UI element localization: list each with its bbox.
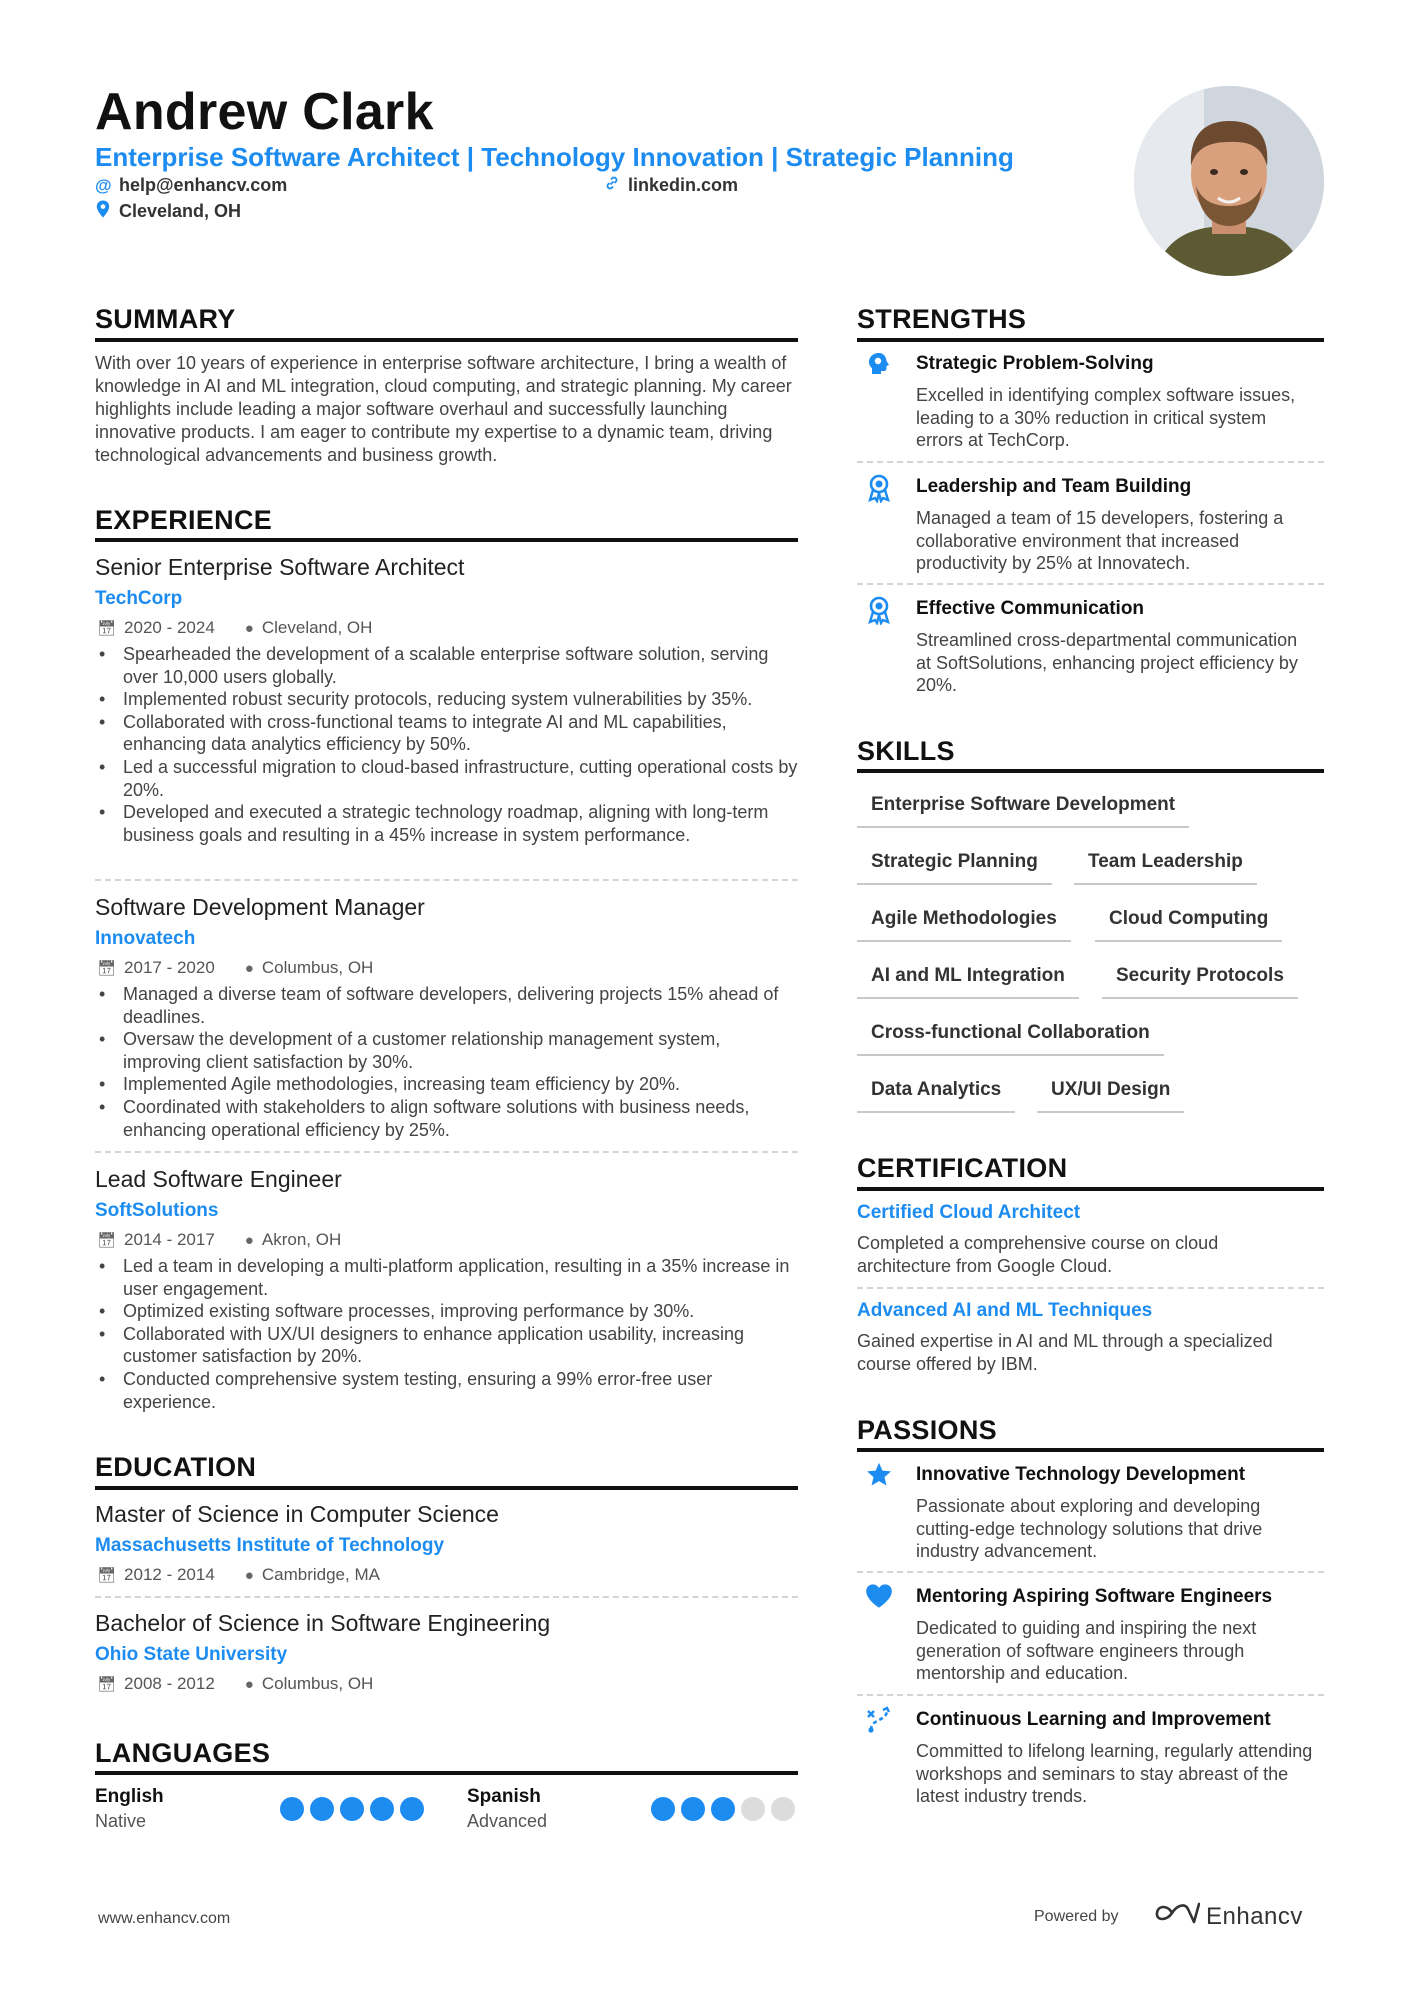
degree-title: Bachelor of Science in Software Engineering [95, 1610, 551, 1636]
job-title: Senior Enterprise Software Architect [95, 554, 465, 580]
education-dates: 2008 - 2012 [124, 1674, 215, 1693]
powered-by-label: Powered by [1034, 1908, 1119, 1925]
job-meta [97, 618, 372, 638]
language-name: English [95, 1786, 164, 1807]
summary-heading: SUMMARY [95, 304, 236, 334]
job-company: TechCorp [95, 588, 183, 609]
skill-tag: Team Leadership [1074, 851, 1257, 885]
language-rating [651, 1797, 795, 1821]
list-item: • Spearheaded the development of a scalable enterprise software solution, serving over 10,000 users globally. [95, 643, 800, 688]
job-location: Columbus, OH [261, 958, 374, 977]
job-meta [97, 958, 373, 978]
skill-tag: UX/UI Design [1037, 1079, 1184, 1113]
list-item: • Collaborated with cross-functional teams to integrate AI and ML capabilities, enhancing data analytics efficiency by 50%. [95, 711, 800, 756]
at-icon: @ [95, 175, 112, 195]
job-title: Software Development Manager [95, 894, 425, 920]
skill-tag: Agile Methodologies [857, 908, 1071, 942]
rating-dot-filled [681, 1797, 705, 1821]
list-item: • Implemented robust security protocols, reducing system vulnerabilities by 35%. [95, 688, 800, 711]
language-level: Advanced [467, 1811, 548, 1831]
passion-title: Innovative Technology Development [916, 1464, 1246, 1485]
link-icon [604, 175, 620, 196]
candidate-name: Andrew Clark [95, 83, 434, 141]
brand-logo[interactable] [1152, 1900, 1303, 1933]
education-location: Columbus, OH [261, 1674, 374, 1693]
list-item: • Led a team in developing a multi-platform application, resulting in a 35% increase in user engagement. [95, 1255, 800, 1300]
divider [857, 1571, 1324, 1573]
degree-title: Master of Science in Computer Science [95, 1501, 499, 1527]
education-dates: 2012 - 2014 [124, 1565, 215, 1584]
list-item: • Conducted comprehensive system testing, ensuring a 99% error-free user experience. [95, 1368, 800, 1413]
strength-desc: Managed a team of 15 developers, fostering a collaborative environment that increased productivity by 25% at Innovatech. [916, 508, 1284, 574]
divider [95, 879, 798, 881]
list-item: • Led a successful migration to cloud-based infrastructure, cutting operational costs by 20%. [95, 756, 800, 801]
rating-dot-filled [711, 1797, 735, 1821]
list-item: • Collaborated with UX/UI designers to enhance application usability, increasing customer satisfaction by 20%. [95, 1323, 800, 1368]
experience-rule [95, 538, 798, 542]
job-meta [97, 1230, 341, 1250]
job-company: SoftSolutions [95, 1200, 219, 1221]
job-dates: 2017 - 2020 [124, 958, 215, 977]
calendar-icon: 📅︎ [97, 960, 117, 977]
education-rule [95, 1486, 798, 1490]
contact-email[interactable] [95, 175, 287, 196]
cert-title: Certified Cloud Architect [857, 1202, 1081, 1223]
rating-dot-filled [651, 1797, 675, 1821]
strength-desc: Excelled in identifying complex software issues, leading to a 30% reduction in critical system errors at TechCorp. [916, 385, 1296, 451]
job-company: Innovatech [95, 928, 196, 949]
rating-dot-empty [741, 1797, 765, 1821]
job-dates: 2020 - 2024 [124, 618, 215, 637]
summary-rule [95, 338, 798, 342]
email-text: help@enhancv.com [119, 175, 288, 195]
divider [857, 583, 1324, 585]
job-bullets [95, 983, 800, 1141]
calendar-icon: 📅︎ [97, 1567, 117, 1584]
linkedin-text: linkedin.com [628, 175, 739, 195]
rating-dot-filled [280, 1797, 304, 1821]
job-bullets [95, 643, 800, 846]
map-pin-icon: ● [244, 1675, 254, 1693]
cert-title: Advanced AI and ML Techniques [857, 1300, 1153, 1321]
brand-name: Enhancv [1206, 1902, 1303, 1930]
contact-location [95, 200, 241, 223]
brain-icon [864, 350, 894, 380]
contact-linkedin[interactable] [604, 175, 738, 196]
award-icon [864, 473, 894, 503]
summary-text: With over 10 years of experience in enterprise software architecture, I bring a wealth of knowledge in AI and ML integration, cloud computing, and strategic planning. My career highlights include leading a major software overhaul and successfully launching innovative products. I am eager to contribute my expertise to a dynamic team, driving technological advancements and business growth. [95, 353, 792, 465]
list-item: • Oversaw the development of a customer relationship management system, improving client satisfaction by 30%. [95, 1028, 800, 1073]
calendar-icon: 📅︎ [97, 1676, 117, 1693]
star-icon [864, 1461, 894, 1491]
award-icon [864, 595, 894, 625]
job-title: Lead Software Engineer [95, 1166, 342, 1192]
language-name: Spanish [467, 1786, 541, 1807]
skill-tag: Security Protocols [1102, 965, 1298, 999]
skill-tag: Strategic Planning [857, 851, 1052, 885]
passion-desc: Passionate about exploring and developing cutting-edge technology solutions that drive industry advancement. [916, 1496, 1263, 1562]
passions-rule [857, 1448, 1324, 1452]
job-location: Akron, OH [261, 1230, 342, 1249]
school-name: Massachusetts Institute of Technology [95, 1535, 445, 1556]
passions-heading: PASSIONS [857, 1415, 997, 1445]
map-pin-icon [95, 200, 111, 223]
languages-heading: LANGUAGES [95, 1738, 271, 1768]
language-level: Native [95, 1811, 147, 1831]
passion-desc: Dedicated to guiding and inspiring the next generation of software engineers through mentorship and education. [916, 1618, 1257, 1684]
headline: Enterprise Software Architect | Technology Innovation | Strategic Planning [95, 142, 1014, 172]
rating-dot-filled [370, 1797, 394, 1821]
passion-title: Continuous Learning and Improvement [916, 1709, 1271, 1730]
job-location: Cleveland, OH [261, 618, 373, 637]
cert-desc: Gained expertise in AI and ML through a specialized course offered by IBM. [857, 1331, 1273, 1374]
divider [95, 1151, 798, 1153]
education-location: Cambridge, MA [261, 1565, 380, 1584]
education-meta [97, 1565, 380, 1585]
certification-rule [857, 1187, 1324, 1191]
languages-rule [95, 1771, 798, 1775]
strength-desc: Streamlined cross-departmental communication at SoftSolutions, enhancing project efficiency by 20%. [916, 630, 1298, 696]
divider [95, 1596, 798, 1598]
skill-tag: Data Analytics [857, 1079, 1015, 1113]
passion-title: Mentoring Aspiring Software Engineers [916, 1586, 1273, 1607]
rating-dot-filled [310, 1797, 334, 1821]
divider [857, 1287, 1324, 1289]
calendar-icon: 📅︎ [97, 620, 117, 637]
heart-icon [864, 1583, 894, 1613]
experience-heading: EXPERIENCE [95, 505, 273, 535]
list-item: • Managed a diverse team of software developers, delivering projects 15% ahead of deadlines. [95, 983, 800, 1028]
list-item: • Coordinated with stakeholders to align software solutions with business needs, enhancing operational efficiency by 25%. [95, 1096, 800, 1141]
list-item: • Implemented Agile methodologies, increasing team efficiency by 20%. [95, 1073, 800, 1096]
skill-tag: AI and ML Integration [857, 965, 1079, 999]
profile-photo [1134, 86, 1324, 276]
route-icon [864, 1706, 894, 1736]
strength-title: Leadership and Team Building [916, 476, 1192, 497]
school-name: Ohio State University [95, 1644, 288, 1665]
skill-tag: Cloud Computing [1095, 908, 1282, 942]
cert-desc: Completed a comprehensive course on cloud architecture from Google Cloud. [857, 1233, 1219, 1276]
strength-title: Effective Communication [916, 598, 1145, 619]
rating-dot-filled [400, 1797, 424, 1821]
job-dates: 2014 - 2017 [124, 1230, 215, 1249]
passion-desc: Committed to lifelong learning, regularly attending workshops and seminars to stay abreast of the latest industry trends. [916, 1741, 1313, 1807]
location-text: Cleveland, OH [119, 201, 242, 221]
map-pin-icon: ● [244, 619, 254, 637]
strengths-rule [857, 338, 1324, 342]
job-bullets [95, 1255, 800, 1413]
map-pin-icon: ● [244, 959, 254, 977]
list-item: • Optimized existing software processes, improving performance by 30%. [95, 1300, 800, 1323]
map-pin-icon: ● [244, 1231, 254, 1249]
education-heading: EDUCATION [95, 1452, 257, 1482]
skill-tag: Cross-functional Collaboration [857, 1022, 1164, 1056]
skills-heading: SKILLS [857, 736, 955, 766]
list-item: • Developed and executed a strategic technology roadmap, aligning with long-term business goals and resulting in a 45% increase in system performance. [95, 801, 800, 846]
divider [857, 461, 1324, 463]
certification-heading: CERTIFICATION [857, 1153, 1068, 1183]
rating-dot-filled [340, 1797, 364, 1821]
footer-url[interactable]: www.enhancv.com [98, 1910, 231, 1927]
skill-tag: Enterprise Software Development [857, 794, 1189, 828]
strengths-heading: STRENGTHS [857, 304, 1027, 334]
enhancv-logo-icon [1152, 1900, 1200, 1933]
divider [857, 1694, 1324, 1696]
calendar-icon: 📅︎ [97, 1232, 117, 1249]
skills-rule [857, 769, 1324, 773]
language-rating [280, 1797, 424, 1821]
rating-dot-empty [771, 1797, 795, 1821]
map-pin-icon: ● [244, 1566, 254, 1584]
strength-title: Strategic Problem-Solving [916, 353, 1154, 374]
education-meta [97, 1674, 373, 1694]
